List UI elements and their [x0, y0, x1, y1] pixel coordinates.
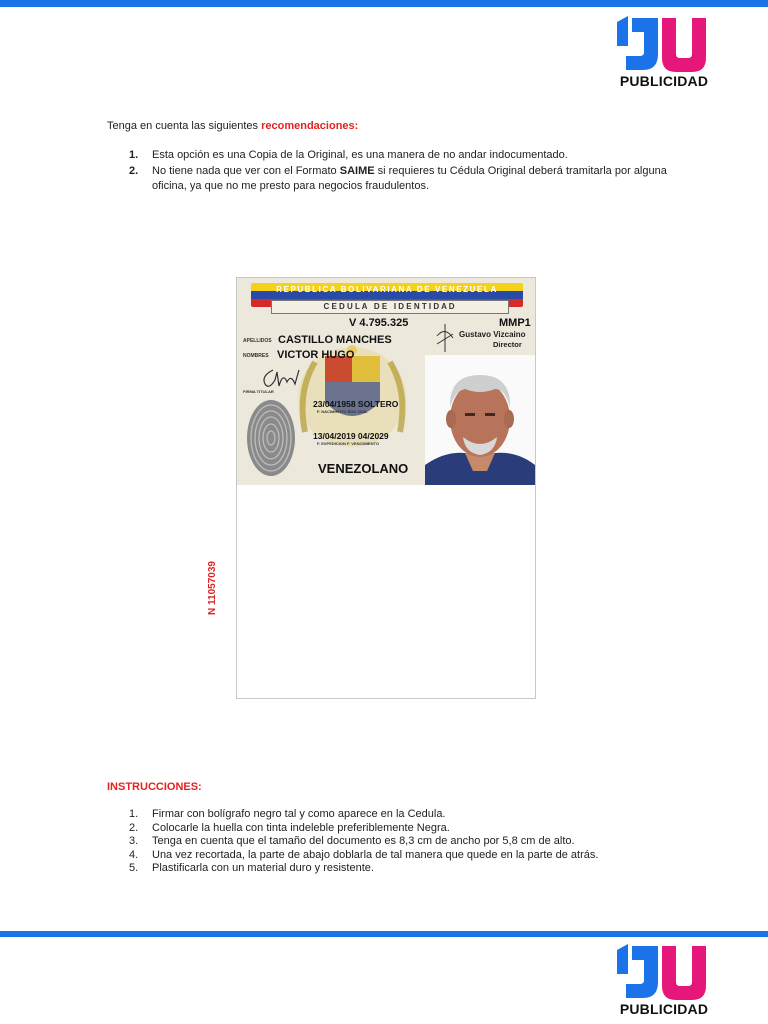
list-item [127, 835, 598, 849]
label-birth: F. NACIMIENTO EDO CIVIL [317, 409, 368, 414]
top-accent-bar [0, 0, 768, 7]
bottom-accent-bar [0, 931, 768, 937]
issue-expiry-dates: 13/04/2019 04/2029 [313, 431, 389, 441]
list-number: 2. [129, 164, 139, 177]
list-number: 2. [129, 821, 139, 834]
intro-highlight: recomendaciones: [261, 120, 359, 132]
list-text: Tenga en cuenta que el tamaño del documento es 8,3 cm de ancho por 5,8 cm de alto. [152, 835, 575, 847]
list-text: Firmar con bolígrafo negro tal y como aparece en la Cedula. [152, 808, 446, 820]
instructions-title: INSTRUCCIONES: [107, 781, 202, 793]
fingerprint-icon [245, 398, 297, 478]
nombres: VICTOR HUGO [277, 349, 355, 361]
logo-brand-text: PUBLICIDAD [619, 1001, 709, 1017]
list-text: Colocarle la huella con tinta indeleble preferiblemente Negra. [152, 821, 450, 834]
list-number: 3. [129, 835, 139, 847]
list-text: Plastificarla con un material duro y resistente. [152, 862, 374, 874]
id-card [207, 277, 536, 699]
recommendations-list [127, 148, 667, 195]
label-apellidos: APELLIDOS [243, 338, 272, 344]
apellidos: CASTILLO MANCHES [278, 334, 392, 346]
brand-logo [614, 16, 714, 91]
birth-status: 23/04/1958 SOLTERO [313, 399, 399, 409]
label-nombres: NOMBRES [243, 353, 269, 359]
holder-photo [425, 355, 535, 485]
label-dates: F. EXPEDICION F. VENCIMIENTO [317, 441, 379, 446]
list-text: Una vez recortada, la parte de abajo doblarla de tal manera que quede en la parte de atrás. [152, 848, 599, 861]
list-number: 5. [129, 862, 139, 874]
id-number: V 4.795.325 [349, 317, 409, 329]
director-signature-icon [433, 322, 457, 354]
id-card-back [207, 485, 535, 698]
list-item [127, 164, 667, 195]
republic-title: REPUBLICA BOLIVARIANA DE VENEZUELA [276, 285, 498, 294]
list-item [127, 822, 598, 836]
list-text-pre: No tiene nada que ver con el Formato [152, 164, 340, 177]
official-name: Gustavo Vizcaino [459, 330, 526, 339]
list-item [127, 862, 598, 876]
logo-mark-icon [614, 16, 714, 72]
list-number: 1. [129, 149, 139, 161]
list-item [127, 849, 598, 863]
logo-mark-icon [614, 944, 714, 1000]
list-text-bold: SAIME [339, 164, 375, 177]
list-number: 4. [129, 848, 139, 861]
card-code: MMP1 [499, 317, 531, 329]
list-item [127, 808, 598, 822]
intro-line [107, 120, 358, 132]
list-number: 1. [129, 808, 139, 820]
list-text: Esta opción es una Copia de la Original, es una manera de no andar indocumentado. [152, 149, 568, 161]
id-card-front [237, 278, 535, 485]
logo-brand-text: PUBLICIDAD [619, 73, 709, 89]
intro-text: Tenga en cuenta las siguientes [107, 120, 262, 132]
list-item [127, 148, 667, 164]
doc-title: C E D U L A D E I D E N T I D A D [323, 302, 455, 311]
brand-logo-footer [614, 944, 714, 1019]
list-text-post: si requieres tu Cédula Original deberá tramitarla por alguna oficina, ya que no me presto para negocios fraudulentos. [152, 164, 667, 192]
official-role: Director [493, 340, 522, 349]
nationality: VENEZOLANO [318, 461, 409, 476]
instructions-list [127, 808, 598, 876]
label-firma: FIRMA TITULAR [243, 389, 274, 394]
serial-number: N 11057039 [207, 561, 218, 615]
